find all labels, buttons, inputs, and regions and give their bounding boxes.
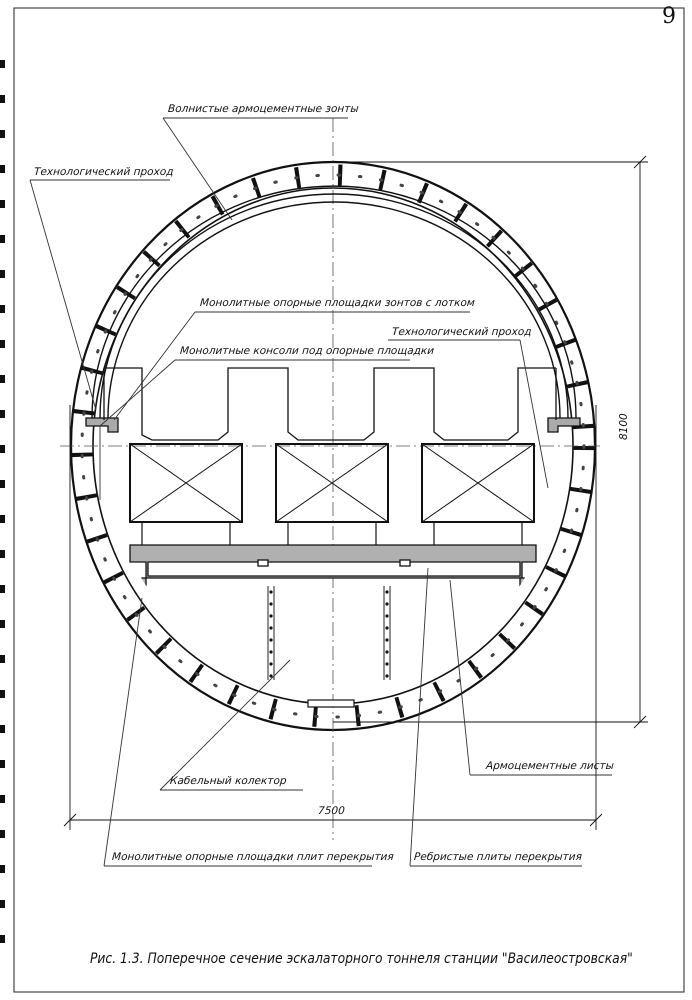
label-tech-passage-right: Технологический проход bbox=[391, 326, 532, 338]
cable-hangers bbox=[268, 586, 390, 680]
escalator-unit-left bbox=[130, 444, 242, 545]
label-cable-collector: Кабельный колектор bbox=[169, 775, 287, 787]
label-consoles: Монолитные консоли под опорные площадки bbox=[179, 345, 435, 357]
binder-holes bbox=[0, 60, 5, 943]
label-floor-platforms: Монолитные опорные площадки плит перекрытия bbox=[111, 851, 395, 863]
axis-lines bbox=[60, 118, 600, 840]
page-number: 9 bbox=[662, 4, 676, 29]
bottom-drain bbox=[308, 700, 354, 707]
escalator-unit-center bbox=[276, 444, 388, 545]
label-ribbed-slabs: Ребристые плиты перекрытия bbox=[413, 851, 583, 863]
label-umbrella-platforms: Монолитные опорные площадки зонтов с лотком bbox=[199, 297, 476, 309]
label-wavy-umbrellas: Волнистые армоцементные зонты bbox=[167, 103, 360, 115]
page-frame bbox=[14, 8, 684, 992]
leader-lines bbox=[30, 118, 612, 866]
escalator-units bbox=[130, 444, 534, 545]
ribbed-floor-slab bbox=[130, 545, 536, 578]
label-cement-sheets: Армоцементные листы bbox=[485, 760, 615, 772]
dimension-width: 7500 bbox=[317, 805, 346, 817]
escalator-unit-right bbox=[422, 444, 534, 545]
label-tech-passage-left: Технологический проход bbox=[33, 166, 174, 178]
cable-hanger-dots bbox=[269, 590, 388, 677]
dimension-height: 8100 bbox=[618, 413, 630, 440]
figure-caption: Рис. 1.3. Поперечное сечение эскалаторного тоннеля станции "Василеостровская" bbox=[90, 951, 633, 967]
escalator-balustrades bbox=[104, 368, 556, 440]
